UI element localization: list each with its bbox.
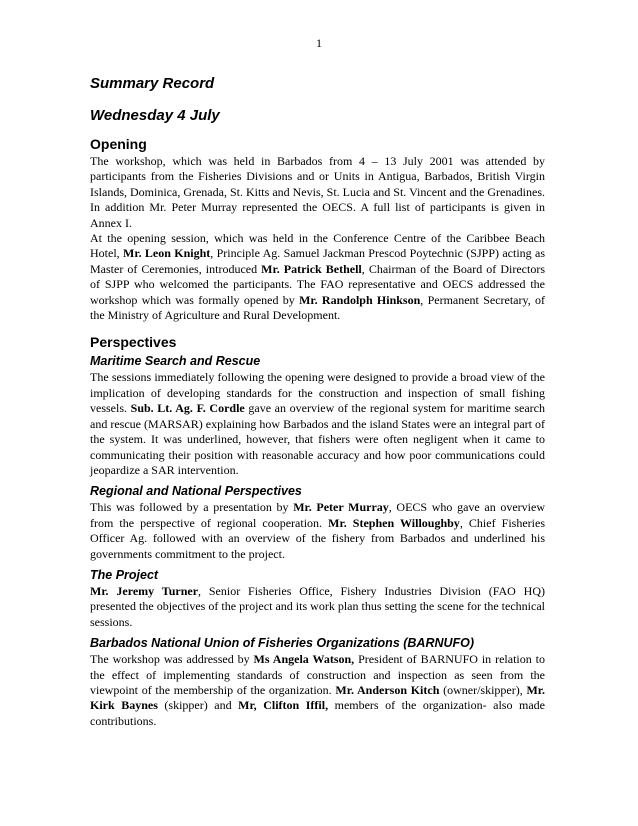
section-heading-barnufo: Barbados National Union of Fisheries Organizations (BARNUFO): [90, 636, 475, 651]
opening-heading: Opening: [90, 136, 147, 152]
text-run: , Chairman of the Board of Directors of SJPP who welcomed the participants. The FAO representative and OECS addressed the workshop which was formally opened by: [90, 261, 545, 307]
text-run: At the opening session, which was held in the Conference Centre of the Caribbee Beach Hotel,: [90, 231, 545, 261]
text-run: , Permanent Secretary, of the Ministry of Agriculture and Rural Development.: [90, 292, 546, 323]
bold-name: Sub. Lt. Ag. F. Cordle: [130, 401, 245, 416]
text-run: The workshop, which was held in Barbados from 4 – 13 July 2001 was attended by participants from the Fisheries Divisions and or Units in Antigua, Barbados, British Virgin Islands, Dominica, Grenada, St. Kitts and Nevis, St. Lucia and St. Vincent and the Grenadines. In addition Mr. Peter Murray represented the OECS. A full list of participants is given in Annex I.: [90, 154, 545, 230]
text-run: , Senior Fisheries Office, Fishery Industries Division (FAO HQ) presented the objectives of the project and its work plan thus setting the scene for the technical sessions.: [90, 583, 545, 629]
bold-name: Mr. Kirk Baynes: [90, 682, 546, 713]
document-content: [90, 74, 545, 729]
document-title: Summary Record: [90, 75, 215, 92]
opening-paragraph-1: [90, 154, 545, 231]
bold-name: Mr. Anderson Kitch: [335, 682, 440, 697]
text-run: , OECS who gave an overview from the perspective of regional cooperation.: [90, 500, 546, 530]
bold-name: Mr. Stephen Willoughby: [328, 515, 460, 530]
text-run: The workshop was addressed by: [90, 652, 254, 667]
text-run: , Chief Fisheries Officer Ag. followed with an overview of the fishery from Barbados and underlined his governments commitment to the project.: [90, 515, 545, 561]
section-heading-project: The Project: [90, 567, 159, 582]
bold-name: Mr. Patrick Bethell: [261, 261, 362, 276]
section-paragraph-project: [90, 584, 545, 630]
section-paragraph-barnufo: [90, 652, 545, 729]
bold-name: Mr. Randolph Hinkson: [299, 292, 421, 307]
opening-paragraph-2: [90, 231, 545, 323]
text-run: (owner/skipper),: [439, 682, 527, 697]
date-heading: Wednesday 4 July: [90, 107, 220, 124]
text-run: gave an overview of the regional system for maritime search and rescue (MARSAR) explaining how Barbados and the island States were an integral part of the system. It was underlined, however, that fishers were often negligent when it came to communicating their position with reasonable accuracy and how poor communications could jeopardize a SAR intervention.: [90, 401, 545, 477]
text-run: , Principle Ag. Samuel Jackman Prescod Poytechnic (SJPP) acting as Master of Ceremonies, introduced: [90, 246, 545, 276]
section-heading-regional: Regional and National Perspectives: [90, 484, 302, 499]
section-heading-maritime: Maritime Search and Rescue: [90, 354, 261, 369]
text-run: (skipper) and: [157, 698, 239, 713]
bold-name: Mr. Peter Murray: [293, 500, 389, 515]
text-run: President of BARNUFO in relation to the effect of implementing standards of construction and inspection as seen from the viewpoint of the membership of the organization.: [90, 652, 546, 697]
text-run: This was followed by a presentation by: [90, 500, 294, 515]
section-paragraph-regional: [90, 500, 545, 562]
page-number: 1: [316, 36, 322, 50]
bold-name: Mr. Jeremy Turner: [90, 583, 199, 598]
perspectives-heading: Perspectives: [90, 334, 177, 351]
text-run: The sessions immediately following the opening were designed to provide a broad view of the implication of developing standards for the construction and inspection of small fishing vessels.: [90, 370, 545, 416]
bold-name: Mr, Clifton Iffil,: [238, 698, 329, 713]
bold-name: Ms Angela Watson,: [253, 652, 355, 667]
section-paragraph-maritime: [90, 370, 545, 478]
text-run: members of the organization- also made contributions.: [90, 698, 545, 728]
bold-name: Mr. Leon Knight: [123, 246, 211, 261]
